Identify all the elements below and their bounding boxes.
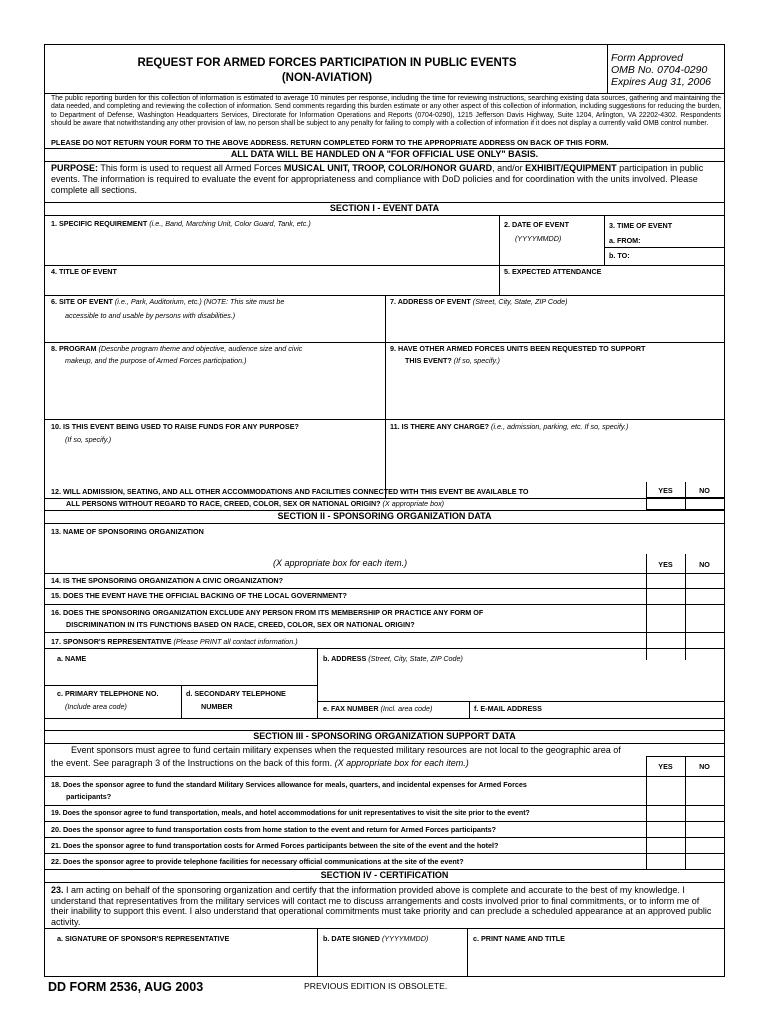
field-17a-label: a. NAME [57, 654, 87, 663]
title-of-event-field[interactable] [47, 277, 497, 293]
field-8-label: 8. PROGRAM (Describe program theme and objective, audience size and civic [51, 344, 303, 353]
field-17b-label: b. ADDRESS (Street, City, State, ZIP Code) [323, 654, 463, 663]
program-field[interactable] [47, 367, 383, 417]
question-20: 20. Does the sponsor agree to fund transportation costs from home station to the event and return for Armed Forces participants? [51, 825, 497, 834]
burden-statement: The public reporting burden for this collection of information is estimated to average 10 minutes per response, including the time for reviewing instructions, searching existing data sources, gathering and maintaining the data needed, and completing and reviewing the collection of information. Send comments regarding this burden estimate or any other aspect of this collection of information, including suggestions for reducing the burden, to Department of Defense, Washington Headquarters Services, Directorate for Information Operations and Reports (0704-0290), 1215 Jefferson Davis Highway, Suite 1204, Arlington, VA 22202-4302. Respondents should be aware that notwithstanding any other provision of law, no person shall be subject to any penalty for failing to comply with a collection of information if it does not display a currently valid OMB control number. [51, 95, 721, 127]
question-22: 22. Does the sponsor agree to provide telephone facilities for necessary official communications at the site of the event? [51, 857, 464, 866]
q22-yes-checkbox[interactable] [647, 854, 684, 868]
q19-yes-checkbox[interactable] [647, 806, 684, 820]
field-9-label-2: THIS EVENT? (If so, specify.) [405, 356, 500, 365]
question-18: 18. Does the sponsor agree to fund the standard Military Services allowance for meals, quarters, and incidental expenses for Armed Forces [51, 780, 527, 789]
other-units-field[interactable] [387, 367, 722, 417]
field-13-label: 13. NAME OF SPONSORING ORGANIZATION [51, 527, 204, 536]
sponsoring-organization-name-field[interactable] [47, 537, 722, 553]
field-17d-label-2: NUMBER [201, 702, 233, 711]
q16-no-checkbox[interactable] [686, 605, 723, 630]
field-17c-hint: (Include area code) [65, 702, 127, 711]
field-17e-label: e. FAX NUMBER (Incl. area code) [323, 704, 433, 713]
date-of-event-field[interactable] [501, 245, 601, 265]
return-notice: PLEASE DO NOT RETURN YOUR FORM TO THE ABOVE ADDRESS. RETURN COMPLETED FORM TO THE APPROPRIATE ADDRESS ON BACK OF THIS FORM. [51, 138, 609, 147]
field-9-label: 9. HAVE OTHER ARMED FORCES UNITS BEEN REQUESTED TO SUPPORT [390, 344, 646, 353]
q19-no-checkbox[interactable] [686, 806, 723, 820]
q18-no-checkbox[interactable] [686, 777, 723, 804]
form-title: REQUEST FOR ARMED FORCES PARTICIPATION IN PUBLIC EVENTS (NON-AVIATION) [137, 57, 517, 84]
q18-yes-checkbox[interactable] [647, 777, 684, 804]
print-name-label: c. PRINT NAME AND TITLE [473, 934, 565, 943]
field-12-label-2: ALL PERSONS WITHOUT REGARD TO RACE, CREED, COLOR, SEX OR NATIONAL ORIGIN? (X appropriate box) [66, 499, 445, 508]
official-use-banner: ALL DATA WILL BE HANDLED ON A "FOR OFFICIAL USE ONLY" BASIS. [230, 149, 539, 159]
question-14: 14. IS THE SPONSORING ORGANIZATION A CIVIC ORGANIZATION? [51, 576, 284, 585]
q12-yes-checkbox[interactable] [647, 498, 684, 509]
purpose-statement: PURPOSE: This form is used to request all Armed Forces MUSICAL UNIT, TROOP, COLOR/HONOR GUARD, and/or EXHIBIT/EQUIPMENT participation in public events. The information is required to evaluate the event for appropriateness and compliance with DoD policies and for coordination with the units involved. Please complete all sections. [51, 163, 704, 195]
section-2-heading: SECTION II - SPONSORING ORGANIZATION DATA [277, 511, 492, 521]
field-12-label: 12. WILL ADMISSION, SEATING, AND ALL OTHER ACCOMMODATIONS AND FACILITIES CONNECTED WITH THIS EVENT BE AVAILABLE TO [51, 487, 529, 496]
section-4-heading: SECTION IV - CERTIFICATION [320, 870, 449, 880]
rep-address-field[interactable] [319, 664, 722, 700]
certification-statement: 23. I am acting on behalf of the sponsoring organization and certify that the information provided above is complete and accurate to the best of my knowledge. I understand that representatives from the military services will contact me to discuss arrangements and costs involved prior to final commitments, or to inform me of their inability to support this event. I also understand that operational commitments must take priority and can preclude a scheduled appearance at an approved public activity. [51, 885, 712, 927]
field-17-label: 17. SPONSOR'S REPRESENTATIVE (Please PRINT all contact information.) [51, 637, 298, 646]
expected-attendance-field[interactable] [501, 277, 721, 293]
request-form [44, 44, 725, 977]
field-17c-label: c. PRIMARY TELEPHONE NO. [57, 689, 159, 698]
q20-no-checkbox[interactable] [686, 822, 723, 836]
field-10-hint: (If so, specify.) [65, 435, 112, 444]
omb-approval: Form Approved OMB No. 0704-0290 Expires Aug 31, 2006 [611, 52, 712, 88]
form-number: DD FORM 2536, AUG 2003 [48, 980, 204, 994]
field-10-label: 10. IS THIS EVENT BEING USED TO RAISE FUNDS FOR ANY PURPOSE? [51, 422, 299, 431]
specific-requirement-field[interactable] [47, 229, 497, 265]
field-7-label: 7. ADDRESS OF EVENT (Street, City, State, ZIP Code) [390, 297, 568, 306]
section-3-intro-2: the event. See paragraph 3 of the Instructions on the back of this form. (X appropriate box for each item.) [51, 758, 469, 768]
q21-yes-checkbox[interactable] [647, 838, 684, 852]
section-2-no-label: NO [699, 560, 710, 569]
q22-no-checkbox[interactable] [686, 854, 723, 868]
section-2-yes-label: YES [658, 560, 673, 569]
field-2-label: 2. DATE OF EVENT [504, 220, 569, 229]
question-18-line-2: participants? [66, 792, 112, 801]
field-3-label: 3. TIME OF EVENT [609, 221, 673, 230]
time-from-label[interactable]: a. FROM: [609, 236, 641, 245]
signature-label: a. SIGNATURE OF SPONSOR'S REPRESENTATIVE [57, 934, 230, 943]
question-16: 16. DOES THE SPONSORING ORGANIZATION EXCLUDE ANY PERSON FROM ITS MEMBERSHIP OR PRACTICE ANY FORM OF [51, 608, 484, 617]
q15-no-checkbox[interactable] [686, 589, 723, 603]
q14-no-checkbox[interactable] [686, 574, 723, 587]
section-3-no-label: NO [699, 762, 710, 771]
field-1-label: 1. SPECIFIC REQUIREMENT (i.e., Band, Marching Unit, Color Guard, Tank, etc.) [51, 219, 311, 228]
q15-yes-checkbox[interactable] [647, 589, 684, 603]
field-5-label: 5. EXPECTED ATTENDANCE [504, 267, 602, 276]
field-8-hint: makeup, and the purpose of Armed Forces participation.) [65, 356, 247, 365]
field-17d-label: d. SECONDARY TELEPHONE [186, 689, 286, 698]
question-19: 19. Does the sponsor agree to fund transportation, meals, and hotel accommodations for unit representatives to visit the site prior to the event? [51, 810, 530, 817]
q12-no-checkbox[interactable] [686, 498, 723, 509]
signature-field[interactable] [47, 945, 315, 975]
fax-field[interactable] [319, 713, 467, 717]
q21-no-checkbox[interactable] [686, 838, 723, 852]
print-name-field[interactable] [469, 945, 722, 975]
date-signed-field[interactable] [319, 945, 465, 975]
date-signed-label: b. DATE SIGNED (YYYYMMDD) [323, 934, 429, 943]
rep-name-field[interactable] [47, 664, 315, 684]
field-6-label: 6. SITE OF EVENT (i.e., Park, Auditorium, etc.) (NOTE: This site must be [51, 297, 285, 306]
field-17f-label: f. E-MAIL ADDRESS [474, 704, 542, 713]
section-1-heading: SECTION I - EVENT DATA [329, 203, 440, 213]
address-of-event-field[interactable] [387, 307, 722, 341]
email-field[interactable] [471, 713, 722, 717]
field-2-hint: (YYYYMMDD) [515, 234, 562, 243]
q14-yes-checkbox[interactable] [647, 574, 684, 587]
field-11-label: 11. IS THERE ANY CHARGE? (i.e., admission, parking, etc. If so, specify.) [390, 422, 629, 431]
section-3-intro: Event sponsors must agree to fund certain military expenses when the requested military resources are not local to the geographic area of [71, 745, 621, 755]
question-16-line-2: DISCRIMINATION IN ITS FUNCTIONS BASED ON RACE, CREED, COLOR, SEX OR NATIONAL ORIGIN? [66, 620, 415, 629]
time-to-label[interactable]: b. TO: [609, 251, 630, 260]
section-2-box-hint: (X appropriate box for each item.) [273, 558, 408, 568]
q12-yes-label: YES [658, 486, 673, 495]
question-21: 21. Does the sponsor agree to fund transportation costs for Armed Forces participants between the site of the event and the hotel? [51, 841, 499, 850]
section-3-yes-label: YES [658, 762, 673, 771]
primary-phone-field[interactable] [47, 711, 179, 717]
field-6-hint: accessible to and usable by persons with disabilities.) [65, 311, 236, 320]
obsolete-notice: PREVIOUS EDITION IS OBSOLETE. [304, 981, 448, 991]
q16-yes-checkbox[interactable] [647, 605, 684, 630]
q20-yes-checkbox[interactable] [647, 822, 684, 836]
section-3-heading: SECTION III - SPONSORING ORGANIZATION SUPPORT DATA [253, 731, 516, 741]
q12-no-label: NO [699, 486, 710, 495]
question-15: 15. DOES THE EVENT HAVE THE OFFICIAL BACKING OF THE LOCAL GOVERNMENT? [51, 591, 347, 600]
field-4-label: 4. TITLE OF EVENT [51, 267, 117, 276]
